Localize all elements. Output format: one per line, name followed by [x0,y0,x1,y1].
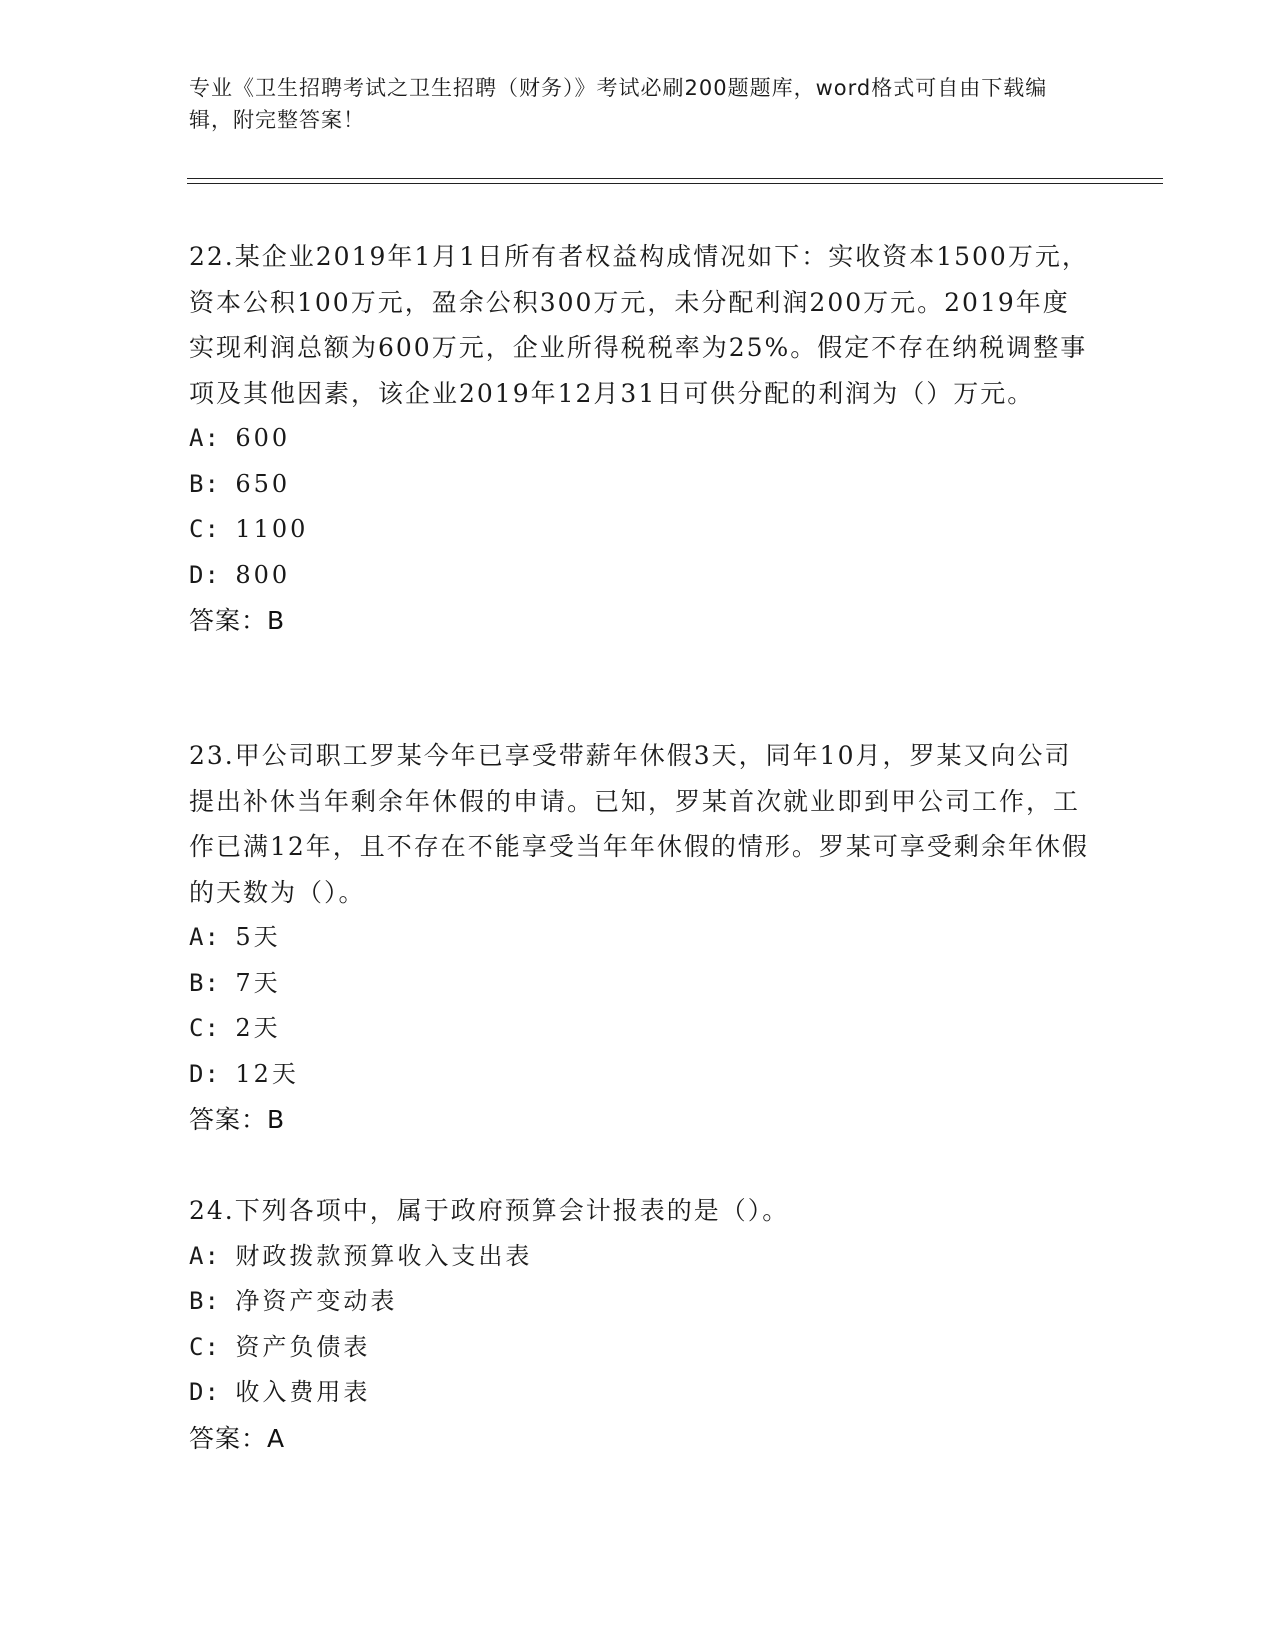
option-text: 7天 [235,968,281,997]
option-text: 600 [235,424,291,452]
option-list [189,416,1089,598]
option-text: 净资产变动表 [235,1287,398,1315]
option-letter: C: [189,515,220,543]
question-stem: 22.某企业2019年1月1日所有者权益构成情况如下：实收资本1500万元，资本公积100万元，盈余公积300万元，未分配利润200万元。2019年度实现利润总额为600万元，企业所得税税率为25%。假定不存在纳税调整事项及其他因素，该企业2019年12月31日可供分配的利润为（）万元。 [189,242,1089,408]
option-d [189,553,1089,599]
option-text: 800 [235,560,291,589]
option-text: 财政拨款预算收入支出表 [235,1241,533,1270]
option-letter: D: [189,1378,220,1406]
option-list [189,915,1089,1097]
option-b [189,462,1089,508]
option-letter: B: [189,1287,220,1315]
option-a [189,1234,1089,1280]
option-c [189,507,1089,553]
option-letter: B: [189,469,220,498]
option-text: 1100 [235,515,309,543]
option-letter: A: [189,424,220,452]
option-letter: A: [189,1241,220,1270]
option-list [189,1234,1089,1416]
option-b [189,961,1089,1007]
question-22 [189,234,1089,644]
option-letter: D: [189,560,220,589]
option-text: 收入费用表 [235,1378,371,1406]
document-header: 专业《卫生招聘考试之卫生招聘（财务）》考试必刷200题题库，word格式可自由下载编辑，附完整答案！ [189,76,1048,132]
option-b [189,1279,1089,1325]
option-text: 2天 [235,1014,281,1042]
header-divider-bottom [187,183,1163,184]
option-text: 650 [235,469,291,498]
option-letter: C: [189,1014,220,1042]
question-24 [189,1188,1089,1461]
answer-line: 答案：B [189,606,286,635]
option-d [189,1052,1089,1098]
option-text: 资产负债表 [235,1332,371,1361]
option-d [189,1370,1089,1416]
option-a [189,915,1089,961]
question-23 [189,733,1089,1143]
answer-line: 答案：A [189,1423,286,1453]
option-letter: D: [189,1059,220,1088]
option-a [189,416,1089,462]
option-letter: A: [189,923,220,951]
option-letter: C: [189,1332,220,1361]
option-c [189,1006,1089,1052]
header-divider-top [187,178,1163,179]
option-letter: B: [189,968,220,997]
option-text: 12天 [235,1059,299,1088]
question-stem: 23.甲公司职工罗某今年已享受带薪年休假3天，同年10月，罗某又向公司提出补休当年剩余年休假的申请。已知，罗某首次就业即到甲公司工作，工作已满12年，且不存在不能享受当年年休假的情形。罗某可享受剩余年休假的天数为（）。 [189,741,1089,907]
option-c [189,1325,1089,1371]
question-stem: 24.下列各项中，属于政府预算会计报表的是（）。 [189,1196,790,1225]
option-text: 5天 [235,923,281,951]
answer-line: 答案：B [189,1105,286,1134]
